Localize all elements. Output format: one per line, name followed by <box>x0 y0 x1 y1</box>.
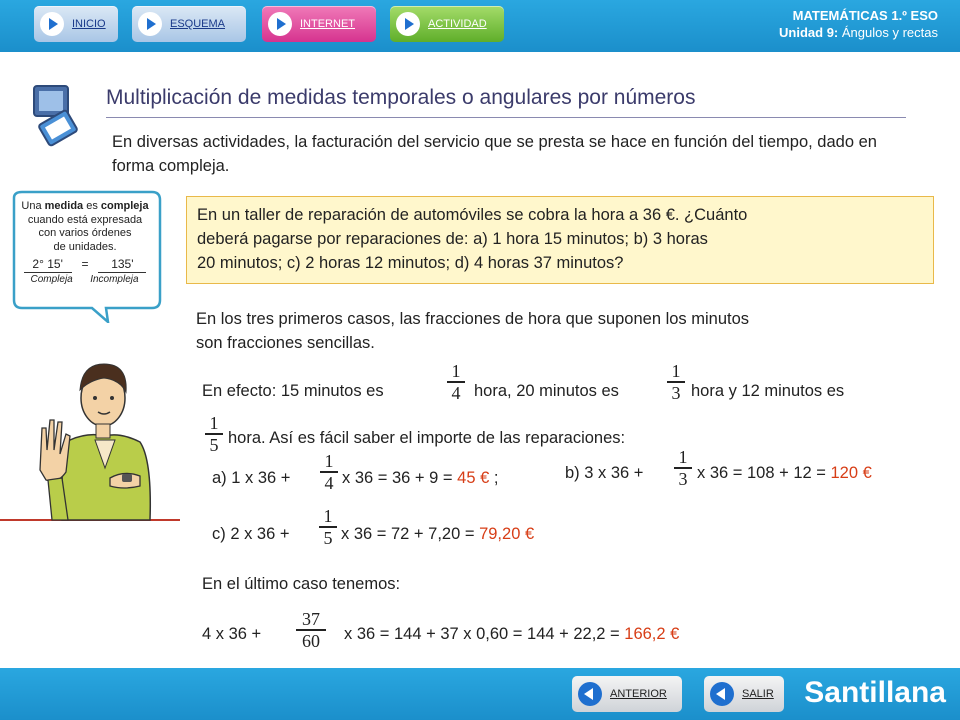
calc-d-post: x 36 = 144 + 37 x 0,60 = 144 + 22,2 = <box>344 625 620 643</box>
bubble-line1c: es <box>83 200 101 212</box>
back-arrow-icon <box>710 682 734 706</box>
calc-c-post: x 36 = 72 + 7,20 = <box>341 525 475 543</box>
bubble-label-left: Compleja <box>30 273 73 285</box>
anterior-label: ANTERIOR <box>610 688 667 700</box>
fraction-one-fifth <box>205 414 223 454</box>
calc-d-result: 166,2 € <box>624 625 680 643</box>
fraction-one-third <box>667 362 685 402</box>
problem-line2: deberá pagarse por reparaciones de: a) 1 hora 15 minutos; b) 3 horas <box>197 230 708 248</box>
calc-c-fraction <box>319 507 337 547</box>
actividad-label: ACTIVIDAD <box>428 18 487 30</box>
last-case-text: En el último caso tenemos: <box>202 575 401 593</box>
fraction-denominator: 5 <box>323 527 333 548</box>
fraction-denominator: 3 <box>671 382 681 403</box>
calc-b-fraction <box>674 448 692 488</box>
play-icon <box>396 12 420 36</box>
bubble-word-medida: medida <box>44 200 84 212</box>
inicio-label: INICIO <box>72 18 106 30</box>
calc-d-line <box>344 622 679 646</box>
problem-line1: En un taller de reparación de automóviles se cobra la hora a 36 €. ¿Cuánto <box>197 206 748 224</box>
salir-label: SALIR <box>742 688 774 700</box>
section-icon <box>28 82 84 148</box>
fraction-numerator: 1 <box>209 413 219 433</box>
calc-a-fraction <box>320 452 338 492</box>
calc-a-end: ; <box>493 469 499 487</box>
calc-b-line <box>697 461 872 485</box>
efecto-text-b: hora, 20 minutos es <box>474 382 619 400</box>
bubble-example-eq: = <box>81 257 89 271</box>
calc-c-line <box>341 522 534 546</box>
play-icon <box>138 12 162 36</box>
fraction-numerator: 1 <box>671 361 681 381</box>
fraction-numerator: 1 <box>324 451 334 471</box>
actividad-button[interactable] <box>390 6 504 42</box>
calc-a-post: x 36 = 36 + 9 = <box>342 469 453 487</box>
bubble-example-left: 2° 15' <box>24 258 72 273</box>
page-title: Multiplicación de medidas temporales o angulares por números <box>106 86 696 109</box>
calc-b-result: 120 € <box>830 464 872 482</box>
internet-label: INTERNET <box>300 18 355 30</box>
fraction-numerator: 1 <box>451 361 461 381</box>
fraction-denominator: 60 <box>302 630 320 651</box>
bubble-example-right: 135' <box>98 258 146 273</box>
fraction-denominator: 3 <box>678 468 688 489</box>
inicio-button[interactable] <box>34 6 118 42</box>
explanation-line2: son fracciones sencillas. <box>196 334 375 352</box>
bubble-line3: con varios órdenes <box>38 227 132 239</box>
salir-button[interactable] <box>704 676 784 712</box>
esquema-button[interactable] <box>132 6 246 42</box>
explanation-text <box>196 307 936 355</box>
calc-a-result: 45 € <box>457 469 490 487</box>
anterior-button[interactable] <box>572 676 682 712</box>
fraction-denominator: 4 <box>324 472 334 493</box>
title-divider <box>106 117 906 118</box>
calc-a-pre: a) 1 x 36 + <box>212 469 291 487</box>
course-label: MATEMÁTICAS 1.º ESO <box>792 8 938 23</box>
fraction-numerator: 1 <box>678 447 688 467</box>
fraction-denominator: 5 <box>209 434 219 455</box>
teacher-illustration <box>0 350 180 530</box>
bubble-word-compleja: compleja <box>100 200 149 212</box>
efecto-text-d: hora. Así es fácil saber el importe de las reparaciones: <box>228 429 626 447</box>
play-icon <box>40 12 64 36</box>
fraction-one-quarter <box>447 362 465 402</box>
bubble-line4: de unidades. <box>53 240 117 253</box>
unit-name: Ángulos y rectas <box>841 25 938 40</box>
subject-header <box>779 7 938 41</box>
efecto-text-a: En efecto: 15 minutos es <box>202 382 384 400</box>
calc-d-pre: 4 x 36 + <box>202 625 262 643</box>
calc-c-result: 79,20 € <box>479 525 535 543</box>
intro-text: En diversas actividades, la facturación del servicio que se presta se hace en función del tiempo, dado en forma compleja. <box>112 133 877 175</box>
back-arrow-icon <box>578 682 602 706</box>
bubble-line1a: Una <box>21 200 45 212</box>
calc-b-post: x 36 = 108 + 12 = <box>697 464 826 482</box>
fraction-denominator: 4 <box>451 382 461 403</box>
calc-a-line <box>342 466 498 490</box>
fraction-numerator: 37 <box>302 609 320 629</box>
bubble-label-right: Incompleja <box>90 273 139 285</box>
problem-line3: 20 minutos; c) 2 horas 12 minutos; d) 4 horas 37 minutos? <box>197 254 624 272</box>
santillana-logo: Santillana <box>804 676 946 709</box>
internet-button[interactable] <box>262 6 376 42</box>
calc-b-pre: b) 3 x 36 + <box>565 464 644 482</box>
calc-d-fraction <box>296 610 326 650</box>
bubble-text <box>16 200 154 286</box>
esquema-label: ESQUEMA <box>170 18 226 30</box>
bubble-line2: cuando está expresada <box>27 213 143 226</box>
play-icon <box>268 12 292 36</box>
fraction-numerator: 1 <box>323 506 333 526</box>
problem-box <box>186 196 934 284</box>
calc-c-pre: c) 2 x 36 + <box>212 525 290 543</box>
efecto-text-c: hora y 12 minutos es <box>691 382 845 400</box>
explanation-line1: En los tres primeros casos, las fracciones de hora que suponen los minutos <box>196 310 750 328</box>
unit-label: Unidad 9: <box>779 25 839 40</box>
